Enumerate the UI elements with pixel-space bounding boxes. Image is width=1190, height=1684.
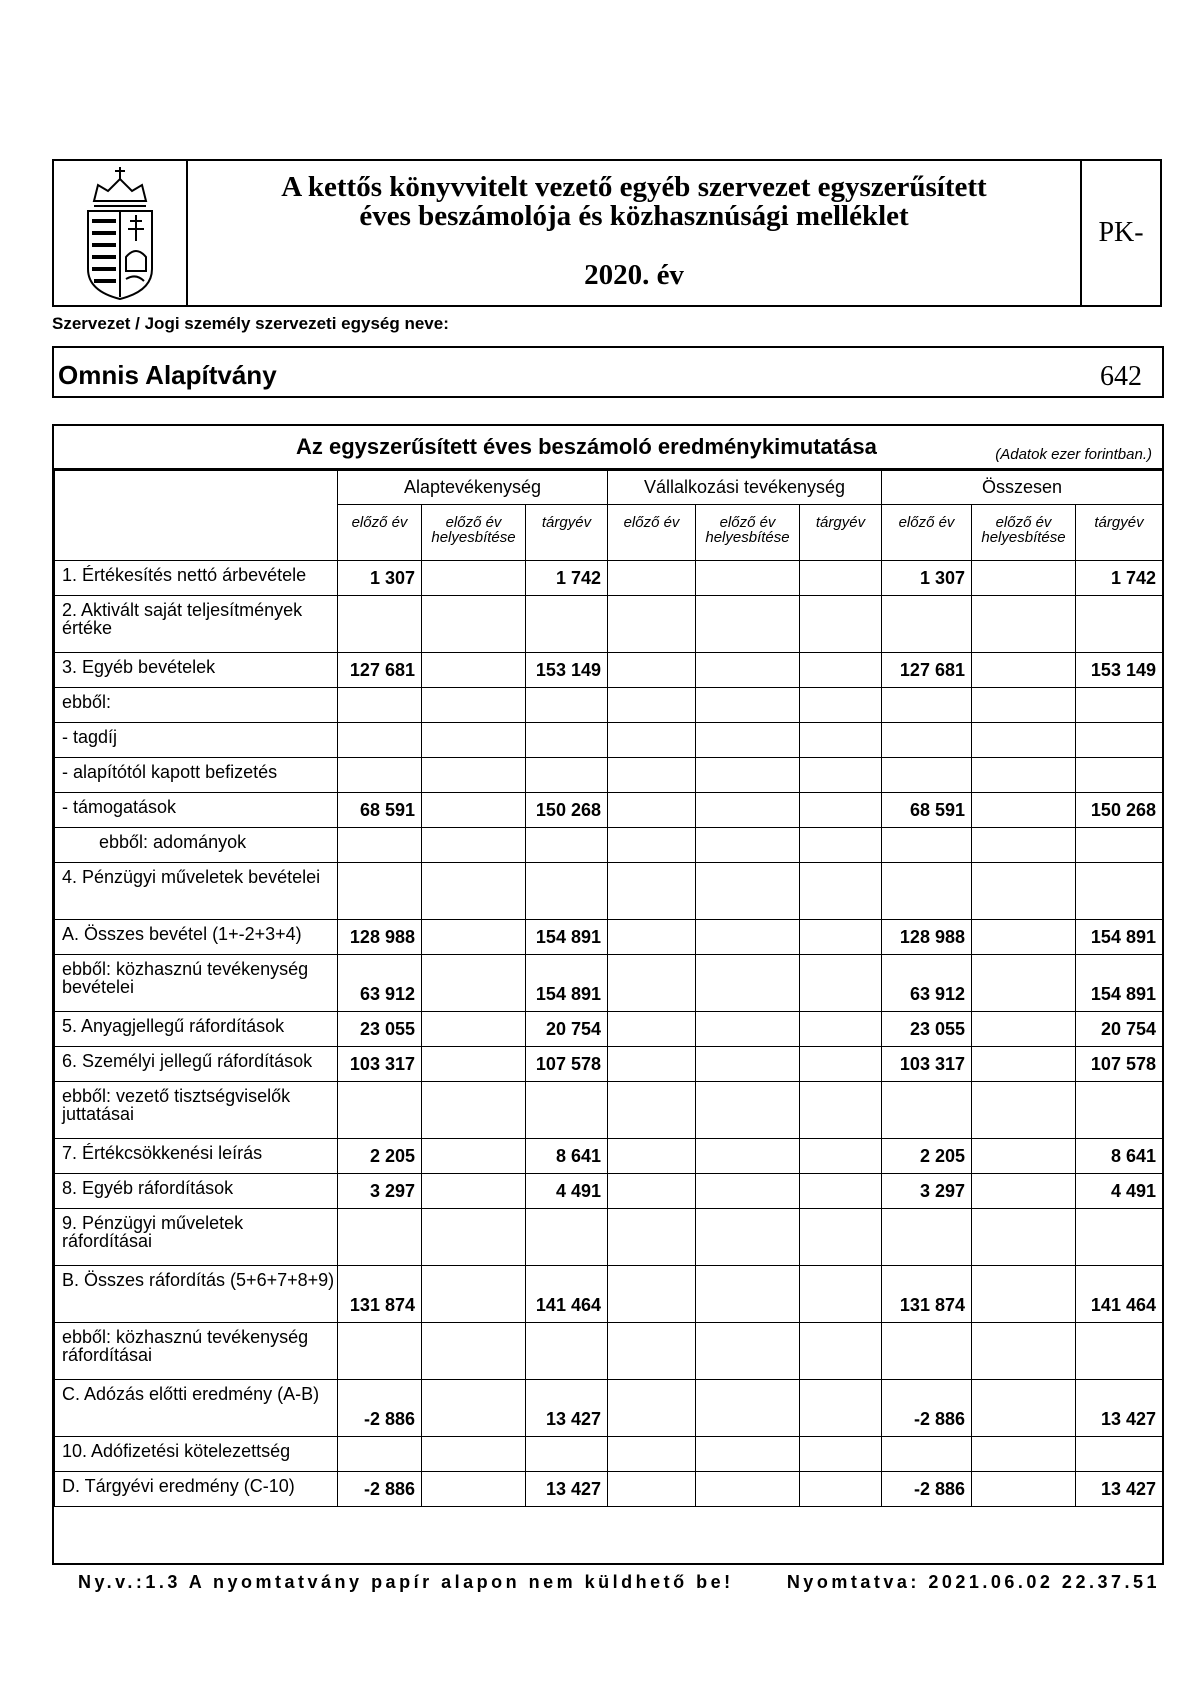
table-row (55, 1380, 1163, 1437)
form-title-line2: éves beszámolója és közhasznúsági melléklet (359, 200, 909, 232)
value-cell: 154 891 (1076, 920, 1163, 955)
value-cell (422, 688, 526, 723)
value-cell (422, 653, 526, 688)
value-cell (696, 1174, 800, 1209)
income-statement (52, 424, 1164, 1565)
value-cell (972, 723, 1076, 758)
form-year: 2020. év (584, 259, 684, 291)
value-cell (422, 863, 526, 920)
group-header: Összesen (882, 471, 1163, 505)
value-cell (526, 828, 608, 863)
income-table (54, 470, 1163, 1507)
value-cell (526, 1323, 608, 1380)
value-cell: 13 427 (1076, 1380, 1163, 1437)
value-cell (696, 1082, 800, 1139)
label-column-header (55, 471, 338, 561)
value-cell (800, 1380, 882, 1437)
value-cell: 153 149 (526, 653, 608, 688)
value-cell (800, 1139, 882, 1174)
value-cell (696, 1380, 800, 1437)
row-label: 1. Értékesítés nettó árbevétele (55, 561, 338, 596)
value-cell (422, 758, 526, 793)
value-cell (1076, 1082, 1163, 1139)
value-cell (1076, 1437, 1163, 1472)
value-cell (1076, 723, 1163, 758)
table-row (55, 596, 1163, 653)
value-cell (882, 1323, 972, 1380)
value-cell (422, 1437, 526, 1472)
value-cell: 103 317 (338, 1047, 422, 1082)
table-row (55, 758, 1163, 793)
row-label: 2. Aktivált saját teljesítmények értéke (55, 596, 338, 653)
row-label: 6. Személyi jellegű ráfordítások (55, 1047, 338, 1082)
value-cell (696, 758, 800, 793)
value-cell (800, 1209, 882, 1266)
value-cell (422, 1266, 526, 1323)
value-cell (608, 653, 696, 688)
value-cell (422, 828, 526, 863)
row-label: - alapítótól kapott befizetés (55, 758, 338, 793)
value-cell (800, 1174, 882, 1209)
value-cell (696, 863, 800, 920)
value-cell (882, 596, 972, 653)
form-code: PK-642 (1098, 217, 1144, 392)
value-cell (882, 688, 972, 723)
table-row (55, 920, 1163, 955)
column-subheader: előző év (338, 505, 422, 561)
column-subheader: tárgyév (800, 505, 882, 561)
table-row (55, 688, 1163, 723)
value-cell (422, 793, 526, 828)
table-row (55, 653, 1163, 688)
value-cell (608, 561, 696, 596)
value-cell (338, 723, 422, 758)
value-cell (800, 1266, 882, 1323)
value-cell: 3 297 (338, 1174, 422, 1209)
value-cell (608, 1082, 696, 1139)
row-label: ebből: közhasznú tevékenység ráfordításai (55, 1323, 338, 1380)
value-cell: 1 307 (338, 561, 422, 596)
value-cell (696, 1047, 800, 1082)
value-cell (800, 1437, 882, 1472)
value-cell: 127 681 (338, 653, 422, 688)
value-cell: 1 307 (882, 561, 972, 596)
value-cell (608, 1209, 696, 1266)
value-cell: -2 886 (338, 1380, 422, 1437)
row-label: D. Tárgyévi eredmény (C-10) (55, 1472, 338, 1507)
value-cell (1076, 688, 1163, 723)
value-cell: 1 742 (1076, 561, 1163, 596)
value-cell (422, 1012, 526, 1047)
value-cell (608, 1380, 696, 1437)
value-cell (422, 955, 526, 1012)
value-cell: 107 578 (526, 1047, 608, 1082)
row-label: 3. Egyéb bevételek (55, 653, 338, 688)
value-cell (696, 1472, 800, 1507)
value-cell: 141 464 (1076, 1266, 1163, 1323)
value-cell: 13 427 (1076, 1472, 1163, 1507)
value-cell (422, 920, 526, 955)
value-cell (608, 1139, 696, 1174)
column-subheader: előző év (608, 505, 696, 561)
value-cell (696, 793, 800, 828)
form-title-line1: A kettős könyvvitelt vezető egyéb szervezet egyszerűsített (281, 171, 987, 203)
value-cell: 154 891 (1076, 955, 1163, 1012)
value-cell: 20 754 (526, 1012, 608, 1047)
value-cell (800, 561, 882, 596)
value-cell: 153 149 (1076, 653, 1163, 688)
value-cell (800, 1047, 882, 1082)
column-subheader: tárgyév (1076, 505, 1163, 561)
value-cell: 1 742 (526, 561, 608, 596)
row-label: 10. Adófizetési kötelezettség (55, 1437, 338, 1472)
table-row (55, 828, 1163, 863)
value-cell (800, 793, 882, 828)
column-subheader: tárgyév (526, 505, 608, 561)
value-cell (800, 1472, 882, 1507)
value-cell (526, 688, 608, 723)
value-cell (972, 688, 1076, 723)
value-cell (338, 1209, 422, 1266)
value-cell: 8 641 (1076, 1139, 1163, 1174)
value-cell (422, 1082, 526, 1139)
group-header: Alaptevékenység (338, 471, 608, 505)
value-cell (882, 1082, 972, 1139)
value-cell (800, 1082, 882, 1139)
table-row (55, 1437, 1163, 1472)
value-cell (422, 1472, 526, 1507)
table-row (55, 1209, 1163, 1266)
column-subheader: előző év helyesbítése (696, 505, 800, 561)
value-cell: -2 886 (882, 1472, 972, 1507)
value-cell (422, 1174, 526, 1209)
value-cell: 63 912 (882, 955, 972, 1012)
value-cell (800, 723, 882, 758)
row-label: C. Adózás előtti eredmény (A-B) (55, 1380, 338, 1437)
org-name: Omnis Alapítvány (58, 360, 277, 390)
table-row (55, 863, 1163, 920)
value-cell (972, 1323, 1076, 1380)
value-cell (972, 1174, 1076, 1209)
row-label: ebből: közhasznú tevékenység bevételei (55, 955, 338, 1012)
value-cell (972, 955, 1076, 1012)
value-cell (696, 1209, 800, 1266)
table-row (55, 1472, 1163, 1507)
org-name-field (52, 346, 1164, 398)
value-cell (696, 596, 800, 653)
column-subheader: előző év (882, 505, 972, 561)
value-cell (608, 723, 696, 758)
value-cell (696, 828, 800, 863)
value-cell (422, 596, 526, 653)
row-label: 5. Anyagjellegű ráfordítások (55, 1012, 338, 1047)
value-cell (882, 828, 972, 863)
value-cell (422, 723, 526, 758)
value-cell (422, 1047, 526, 1082)
form-title-block (188, 161, 1082, 305)
value-cell (338, 863, 422, 920)
value-cell (696, 1139, 800, 1174)
value-cell (526, 863, 608, 920)
value-cell (882, 1209, 972, 1266)
value-cell: 2 205 (882, 1139, 972, 1174)
value-cell (608, 828, 696, 863)
value-cell: 4 491 (526, 1174, 608, 1209)
value-cell (972, 1012, 1076, 1047)
footer-print-date: Nyomtatva: 2021.06.02 22.37.51 (786, 1572, 1160, 1592)
value-cell (1076, 758, 1163, 793)
value-cell (338, 1082, 422, 1139)
value-cell (882, 758, 972, 793)
value-cell (608, 596, 696, 653)
value-cell (1076, 1209, 1163, 1266)
value-cell: 154 891 (526, 920, 608, 955)
value-cell (608, 793, 696, 828)
value-cell (882, 723, 972, 758)
value-cell (972, 1082, 1076, 1139)
row-label: - tagdíj (55, 723, 338, 758)
section-header (54, 426, 1162, 470)
value-cell (882, 863, 972, 920)
footer-version-note: Ny.v.:1.3 A nyomtatvány papír alapon nem küldhető be! (78, 1572, 734, 1592)
value-cell: 63 912 (338, 955, 422, 1012)
value-cell (608, 1323, 696, 1380)
value-cell: -2 886 (882, 1380, 972, 1437)
value-cell (972, 653, 1076, 688)
row-label: A. Összes bevétel (1+-2+3+4) (55, 920, 338, 955)
unit-note: (Adatok ezer forintban.) (995, 446, 1152, 463)
section-title: Az egyszerűsített éves beszámoló eredménykimutatása (296, 434, 877, 459)
column-subheader: előző év helyesbítése (972, 505, 1076, 561)
value-cell (608, 1174, 696, 1209)
table-row (55, 793, 1163, 828)
value-cell (608, 1472, 696, 1507)
value-cell (608, 920, 696, 955)
row-label: - támogatások (55, 793, 338, 828)
value-cell (696, 653, 800, 688)
value-cell (972, 1047, 1076, 1082)
table-row (55, 1139, 1163, 1174)
value-cell (1076, 828, 1163, 863)
value-cell: 3 297 (882, 1174, 972, 1209)
value-cell (338, 688, 422, 723)
value-cell (608, 1012, 696, 1047)
value-cell (608, 863, 696, 920)
value-cell: 128 988 (882, 920, 972, 955)
value-cell (800, 828, 882, 863)
table-row (55, 1174, 1163, 1209)
value-cell (882, 1437, 972, 1472)
value-cell (422, 1323, 526, 1380)
row-label: 4. Pénzügyi műveletek bevételei (55, 863, 338, 920)
value-cell (338, 828, 422, 863)
value-cell (696, 920, 800, 955)
value-cell (972, 758, 1076, 793)
value-cell (608, 1266, 696, 1323)
value-cell (972, 828, 1076, 863)
value-cell (972, 1437, 1076, 1472)
value-cell (422, 1380, 526, 1437)
value-cell (972, 561, 1076, 596)
value-cell: 68 591 (882, 793, 972, 828)
table-row (55, 561, 1163, 596)
value-cell: 2 205 (338, 1139, 422, 1174)
value-cell (696, 561, 800, 596)
org-label: Szervezet / Jogi személy szervezeti egység neve: (52, 314, 449, 333)
table-row (55, 1047, 1163, 1082)
value-cell: 131 874 (882, 1266, 972, 1323)
value-cell (972, 793, 1076, 828)
value-cell: 141 464 (526, 1266, 608, 1323)
value-cell: 13 427 (526, 1380, 608, 1437)
value-cell: 23 055 (338, 1012, 422, 1047)
row-label: ebből: vezető tisztségviselők juttatásai (55, 1082, 338, 1139)
value-cell (526, 758, 608, 793)
row-label: B. Összes ráfordítás (5+6+7+8+9) (55, 1266, 338, 1323)
value-cell (972, 863, 1076, 920)
value-cell (696, 1437, 800, 1472)
value-cell (526, 1437, 608, 1472)
value-cell (800, 955, 882, 1012)
value-cell (1076, 1323, 1163, 1380)
value-cell (422, 561, 526, 596)
row-label: ebből: (55, 688, 338, 723)
table-row (55, 955, 1163, 1012)
value-cell: 128 988 (338, 920, 422, 955)
value-cell (696, 1266, 800, 1323)
value-cell: 154 891 (526, 955, 608, 1012)
value-cell (526, 723, 608, 758)
value-cell: -2 886 (338, 1472, 422, 1507)
value-cell: 8 641 (526, 1139, 608, 1174)
coat-of-arms-icon (54, 161, 186, 305)
value-cell (338, 1437, 422, 1472)
value-cell (800, 1012, 882, 1047)
value-cell (338, 596, 422, 653)
row-label: 7. Értékcsökkenési leírás (55, 1139, 338, 1174)
value-cell (338, 1323, 422, 1380)
row-label: 8. Egyéb ráfordítások (55, 1174, 338, 1209)
value-cell (526, 596, 608, 653)
value-cell (800, 863, 882, 920)
value-cell: 13 427 (526, 1472, 608, 1507)
coat-of-arms-logo (54, 161, 188, 305)
value-cell (422, 1209, 526, 1266)
value-cell (972, 1472, 1076, 1507)
group-header: Vállalkozási tevékenység (608, 471, 882, 505)
row-label: 9. Pénzügyi műveletek ráfordításai (55, 1209, 338, 1266)
value-cell (696, 723, 800, 758)
value-cell (800, 688, 882, 723)
value-cell (608, 688, 696, 723)
value-cell (608, 1437, 696, 1472)
value-cell: 150 268 (1076, 793, 1163, 828)
value-cell (608, 1047, 696, 1082)
value-cell: 127 681 (882, 653, 972, 688)
table-row (55, 1012, 1163, 1047)
value-cell (800, 920, 882, 955)
value-cell (608, 955, 696, 1012)
value-cell (972, 1209, 1076, 1266)
value-cell (972, 596, 1076, 653)
column-subheader: előző év helyesbítése (422, 505, 526, 561)
value-cell: 4 491 (1076, 1174, 1163, 1209)
value-cell (800, 1323, 882, 1380)
row-label: ebből: adományok (55, 828, 338, 863)
value-cell: 20 754 (1076, 1012, 1163, 1047)
value-cell (1076, 863, 1163, 920)
table-row (55, 723, 1163, 758)
value-cell (696, 955, 800, 1012)
value-cell (972, 1266, 1076, 1323)
value-cell (608, 758, 696, 793)
value-cell: 23 055 (882, 1012, 972, 1047)
value-cell (800, 758, 882, 793)
value-cell: 103 317 (882, 1047, 972, 1082)
value-cell (972, 920, 1076, 955)
value-cell (696, 1323, 800, 1380)
value-cell (526, 1209, 608, 1266)
value-cell (696, 688, 800, 723)
table-row (55, 1082, 1163, 1139)
value-cell (800, 653, 882, 688)
table-row (55, 1266, 1163, 1323)
table-row (55, 1323, 1163, 1380)
value-cell (696, 1012, 800, 1047)
value-cell: 107 578 (1076, 1047, 1163, 1082)
value-cell: 68 591 (338, 793, 422, 828)
value-cell (800, 596, 882, 653)
value-cell: 150 268 (526, 793, 608, 828)
value-cell (1076, 596, 1163, 653)
value-cell (526, 1082, 608, 1139)
value-cell (422, 1139, 526, 1174)
value-cell: 131 874 (338, 1266, 422, 1323)
value-cell (972, 1139, 1076, 1174)
value-cell (972, 1380, 1076, 1437)
value-cell (338, 758, 422, 793)
